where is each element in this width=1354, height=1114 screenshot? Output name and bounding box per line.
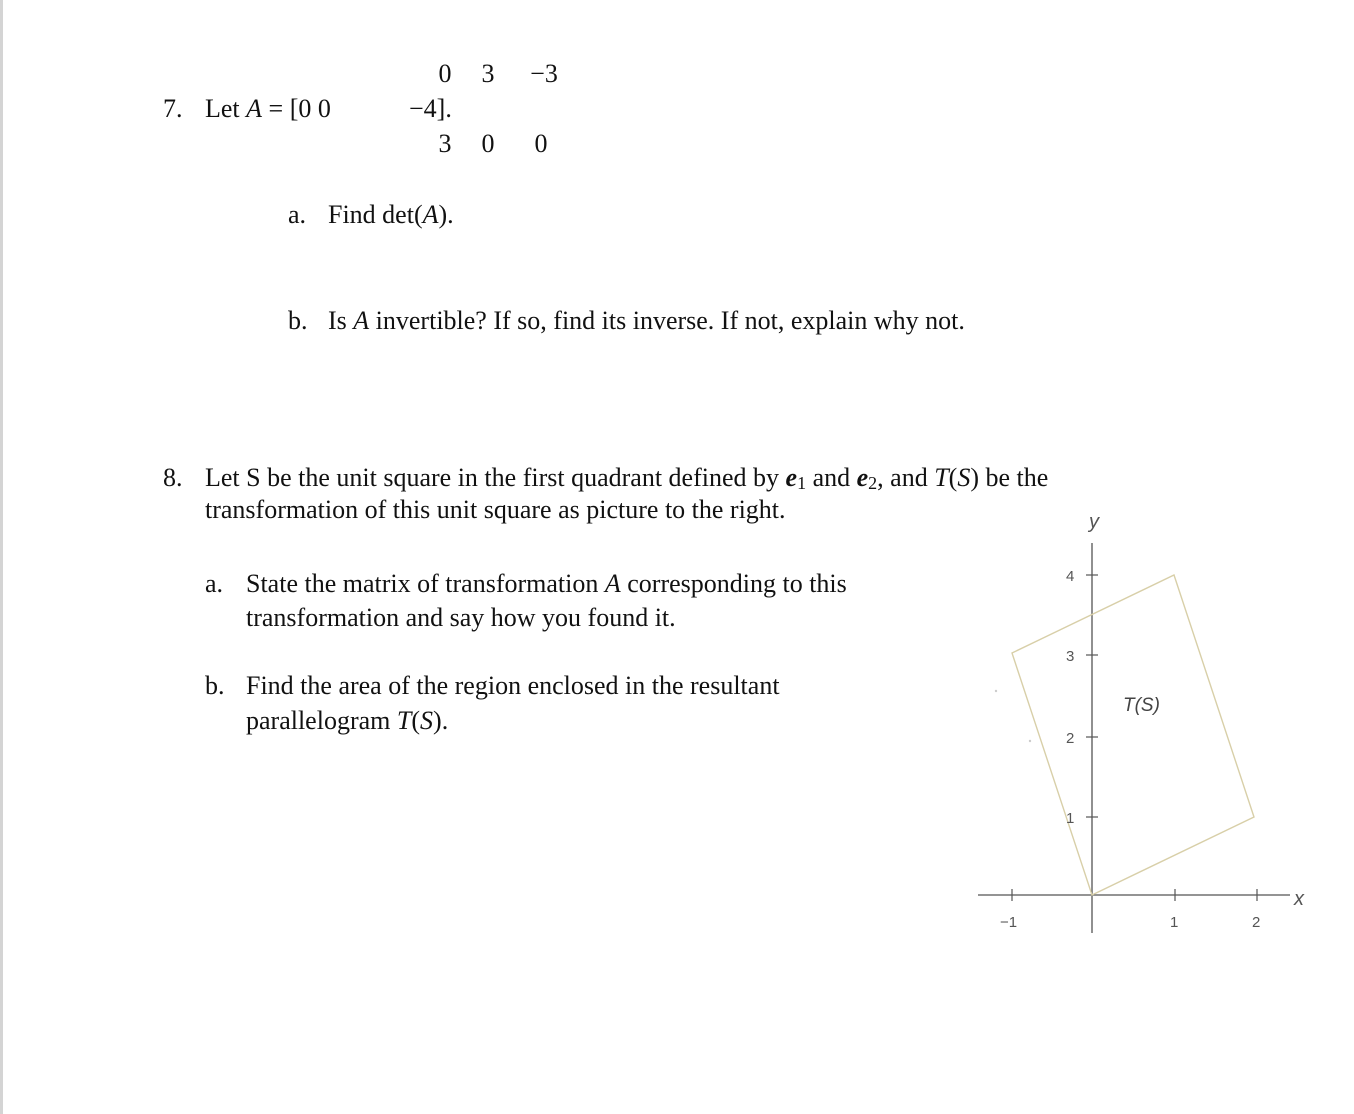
q7-number: 7. bbox=[163, 94, 183, 123]
q8-ts-s: S bbox=[957, 463, 971, 492]
q8b-label: b. bbox=[205, 671, 225, 700]
q8-line-2: transformation of this unit square as picture to the right. bbox=[205, 495, 786, 524]
q7b-text-pre: Is bbox=[328, 306, 347, 335]
q8-line1-pre: Let S be the unit square in the first quadrant defined by bbox=[205, 463, 780, 492]
transformation-figure bbox=[970, 505, 1320, 945]
x-tick-label-2: 2 bbox=[1252, 914, 1261, 931]
stray-dot bbox=[995, 690, 997, 692]
matrix-mid-end: −4]. bbox=[409, 94, 452, 123]
q7a-text-post: ). bbox=[438, 200, 454, 229]
matrix-bottom-3: 0 bbox=[534, 129, 548, 158]
q7a-text-pre: Find det( bbox=[328, 200, 423, 229]
q8-e2-sub: 2 bbox=[868, 473, 878, 493]
q8-e1-sub: 1 bbox=[797, 473, 807, 493]
q8b-line-1: Find the area of the region enclosed in the resultant bbox=[246, 671, 780, 700]
q7b-text-post: invertible? If so, find its inverse. If not, explain why not. bbox=[375, 306, 965, 335]
q7-intro bbox=[205, 94, 331, 124]
q7a-var: A bbox=[422, 200, 439, 229]
matrix-bottom-2: 0 bbox=[481, 129, 495, 158]
x-axis-label: x bbox=[1294, 888, 1304, 910]
q8b-line-2: parallelogram T(S). bbox=[246, 706, 449, 735]
q8-ts-t: T bbox=[934, 463, 949, 492]
q8a-line1-pre: State the matrix of transformation bbox=[246, 569, 599, 598]
y-axis-label: y bbox=[1089, 511, 1099, 533]
q7-intro-eq: = [0 0 bbox=[268, 94, 331, 123]
q8-e1: e bbox=[785, 463, 798, 492]
region-label: T(S) bbox=[1123, 695, 1160, 716]
q8b-s: S bbox=[420, 706, 434, 735]
transformed-region-outline bbox=[1012, 575, 1254, 895]
q7-intro-let: Let bbox=[205, 94, 240, 123]
q8-line1-post: be the bbox=[985, 463, 1049, 492]
q8-and: and bbox=[812, 463, 851, 492]
stray-dot-2 bbox=[1029, 740, 1031, 742]
y-tick-label-2: 2 bbox=[1066, 730, 1075, 747]
q7b-var: A bbox=[353, 306, 370, 335]
y-tick-label-1: 1 bbox=[1066, 810, 1075, 827]
q8b-line2-pre: parallelogram bbox=[246, 706, 391, 735]
q8b-end: . bbox=[441, 706, 449, 735]
q8a-line1-post: corresponding to this bbox=[627, 569, 847, 598]
y-tick-label-3: 3 bbox=[1066, 648, 1075, 665]
page-left-border bbox=[0, 0, 3, 1114]
q8a-line-2: transformation and say how you found it. bbox=[246, 603, 676, 632]
matrix-bottom-1: 3 bbox=[438, 129, 452, 158]
q8a-label: a. bbox=[205, 569, 224, 598]
q7b-label: b. bbox=[288, 306, 308, 335]
q8a-var: A bbox=[604, 569, 621, 598]
q7-intro-var: A bbox=[246, 94, 263, 123]
q8-line-1: Let S be the unit square in the first quadrant defined by e1 and e2, and T(S) be the bbox=[205, 463, 1049, 493]
q8a-line-1 bbox=[246, 569, 847, 599]
x-tick-label-neg1: −1 bbox=[1000, 914, 1018, 931]
q7b-text bbox=[328, 306, 965, 336]
q7a-label: a. bbox=[288, 200, 307, 229]
q7a-text bbox=[328, 200, 454, 230]
q8b-t: T bbox=[396, 706, 412, 735]
q8-number: 8. bbox=[163, 463, 183, 492]
x-tick-label-1: 1 bbox=[1170, 914, 1179, 931]
matrix-top-1: 0 bbox=[438, 59, 452, 88]
y-tick-label-4: 4 bbox=[1066, 568, 1075, 585]
matrix-top-3: −3 bbox=[530, 59, 558, 88]
q8-e2: e bbox=[856, 463, 869, 492]
q8-line1-mid: , and bbox=[877, 463, 928, 492]
matrix-top-2: 3 bbox=[481, 59, 495, 88]
